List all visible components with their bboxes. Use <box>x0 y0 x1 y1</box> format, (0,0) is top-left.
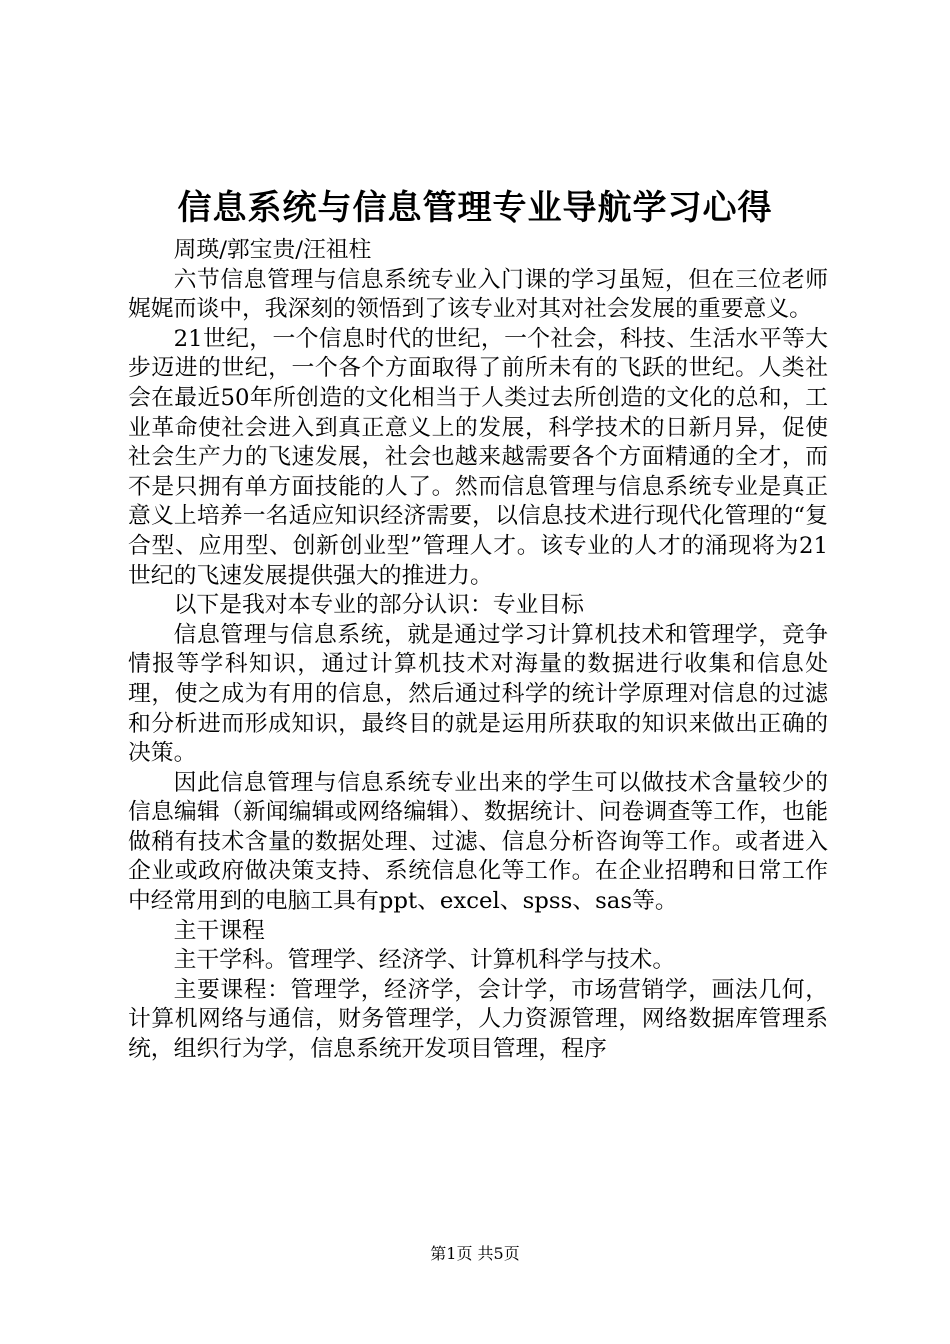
document-title: 信息系统与信息管理专业导航学习心得 <box>177 188 773 228</box>
paragraph-major-definition: 信息管理与信息系统，就是通过学习计算机技术和管理学，竞争情报等学科知识，通过计算机技术对海量的数据进行收集和信息处理，使之成为有用的信息，然后通过科学的统计学原理对信息的过滤和分析进而形成知识，最终目的就是运用所获取的知识来做出正确的决策。 <box>128 621 828 767</box>
paragraph-core-courses-heading: 主干课程 <box>173 917 265 944</box>
paragraph-major-goal-heading: 以下是我对本专业的部分认识：专业目标 <box>173 592 584 619</box>
paragraph-core-disciplines: 主干学科。管理学、经济学、计算机科学与技术。 <box>173 947 676 974</box>
author-line: 周瑛/郭宝贵/汪祖柱 <box>173 237 372 263</box>
paragraph-21st-century: 21世纪，一个信息时代的世纪，一个社会，科技、生活水平等大步迈进的世纪，一个各个方面取得了前所未有的飞跃的世纪。人类社会在最近50年所创造的文化相当于人类过去所创造的文化的总和，工业革命使社会进入到真正意义上的发展，科学技术的日新月异，促使社会生产力的飞速发展，社会也越来越需要各个方面精通的全才，而不是只拥有单方面技能的人了。然而信息管理与信息系统专业是真正意义上培养一名适应知识经济需要，以信息技术进行现代化管理的“复合型、应用型、创新创业型”管理人才。该专业的人才的涌现将为21世纪的飞速发展提供强大的推进力。 <box>128 325 828 589</box>
document-body <box>128 236 828 1065</box>
paragraph-main-courses: 主要课程：管理学，经济学，会计学，市场营销学，画法几何，计算机网络与通信，财务管理学，人力资源管理，网络数据库管理系统，组织行为学，信息系统开发项目管理，程序 <box>128 976 828 1063</box>
page-footer: 第1页 共5页 <box>430 1244 520 1263</box>
paragraph-intro: 六节信息管理与信息系统专业入门课的学习虽短，但在三位老师娓娓而谈中，我深刻的领悟到了该专业对其对社会发展的重要意义。 <box>128 266 828 323</box>
paragraph-career: 因此信息管理与信息系统专业出来的学生可以做技术含量较少的信息编辑（新闻编辑或网络编辑）、数据统计、问卷调查等工作，也能做稍有技术含量的数据处理、过滤、信息分析咨询等工作。或者进入企业或政府做决策支持、系统信息化等工作。在企业招聘和日常工作中经常用到的电脑工具有ppt、excel、spss、sas等。 <box>128 769 828 915</box>
